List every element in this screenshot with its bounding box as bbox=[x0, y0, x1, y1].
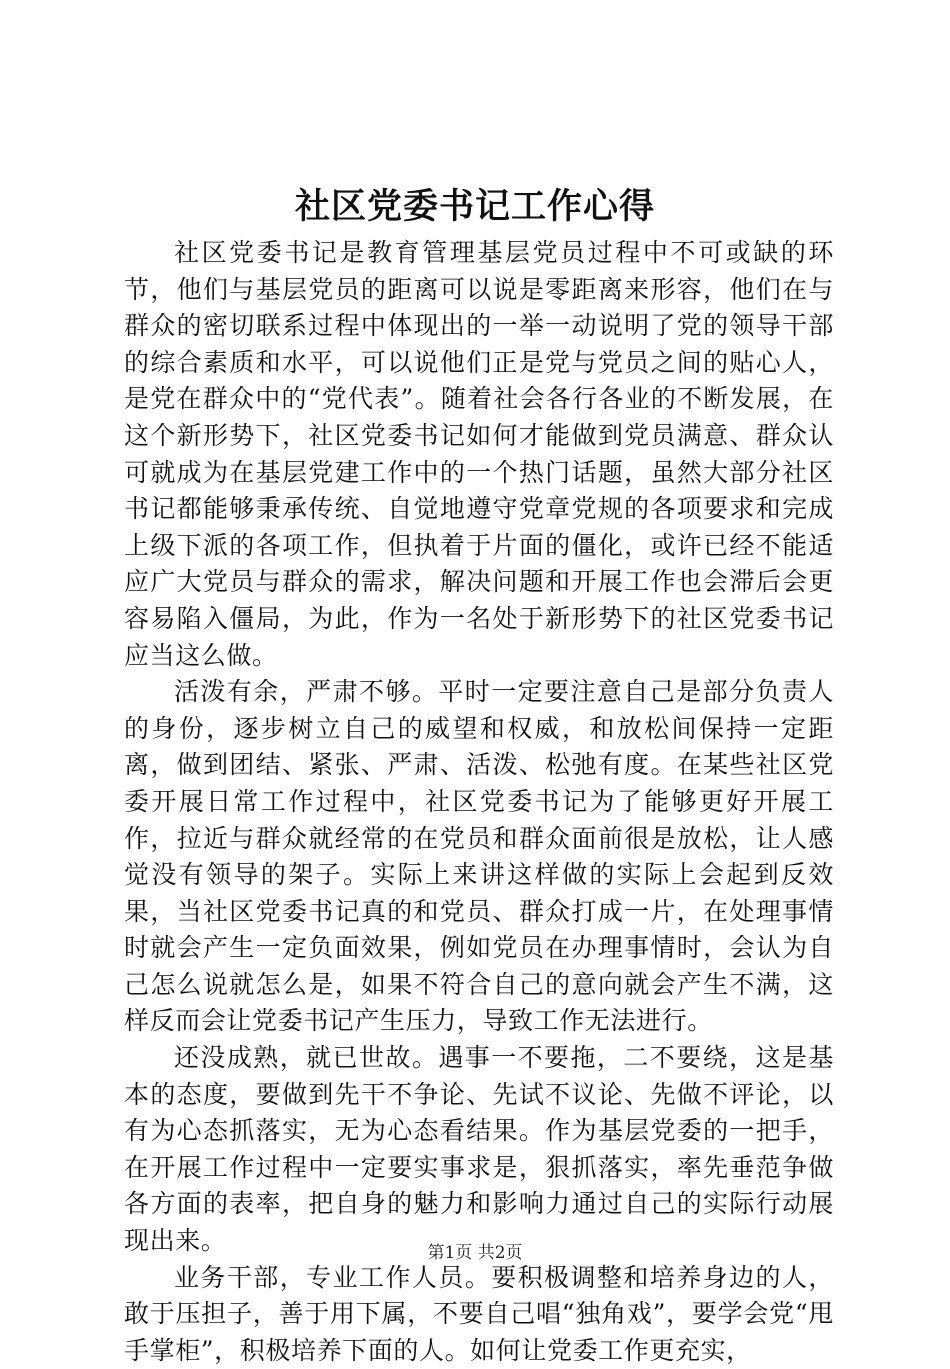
page-footer: 第1页 共2页 bbox=[427, 1243, 523, 1263]
page-title: 社区党委书记工作心得 bbox=[294, 186, 655, 227]
paragraph-mature: 还没成熟，就已世故。遇事一不要拖，二不要绕，这是基本的态度，要做到先干不争论、先试不议论、先做不评论，以有为心态抓落实，无为心态看结果。作为基层党委的一把手，在开展工作过程中一定要实事求是，狠抓落实，率先垂范争做各方面的表率，把自身的魅力和影响力通过自己的实际行动展现出来。 bbox=[124, 1043, 834, 1256]
document-body bbox=[124, 235, 834, 1369]
paragraph-intro: 社区党委书记是教育管理基层党员过程中不可或缺的环节，他们与基层党员的距离可以说是零距离来形容，他们在与群众的密切联系过程中体现出的一举一动说明了党的领导干部的综合素质和水平，可以说他们正是党与党员之间的贴心人，是党在群众中的“党代表”。随着社会各行各业的不断发展，在这个新形势下，社区党委书记如何才能做到党员满意、群众认可就成为在基层党建工作中的一个热门话题，虽然大部分社区书记都能够秉承传统、自觉地遵守党章党规的各项要求和完成上级下派的各项工作，但执着于片面的僵化，或许已经不能适应广大党员与群众的需求，解决问题和开展工作也会滞后会更容易陷入僵局，为此，作为一名处于新形势下的社区党委书记应当这么做。 bbox=[124, 238, 834, 670]
paragraph-lively-serious: 活泼有余，严肃不够。平时一定要注意自己是部分负责人的身份，逐步树立自己的威望和权威，和放松间保持一定距离，做到团结、紧张、严肃、活泼、松弛有度。在某些社区党委开展日常工作过程中，社区党委书记为了能够更好开展工作，拉近与群众就经常的在党员和群众面前很是放松，让人感觉没有领导的架子。实际上来讲这样做的实际上会起到反效果，当社区党委书记真的和党员、群众打成一片，在处理事情时就会产生一定负面效果，例如党员在办理事情时，会认为自己怎么说就怎么是，如果不符合自己的意向就会产生不满，这样反而会让党委书记产生压力，导致工作无法进行。 bbox=[124, 677, 834, 1036]
paragraph-cadre: 业务干部，专业工作人员。要积极调整和培养身边的人，敢于压担子，善于用下属，不要自己唱“独角戏”，要学会党“甩手掌柜”，积极培养下面的人。如何让党委工作更充实， bbox=[124, 1262, 834, 1365]
